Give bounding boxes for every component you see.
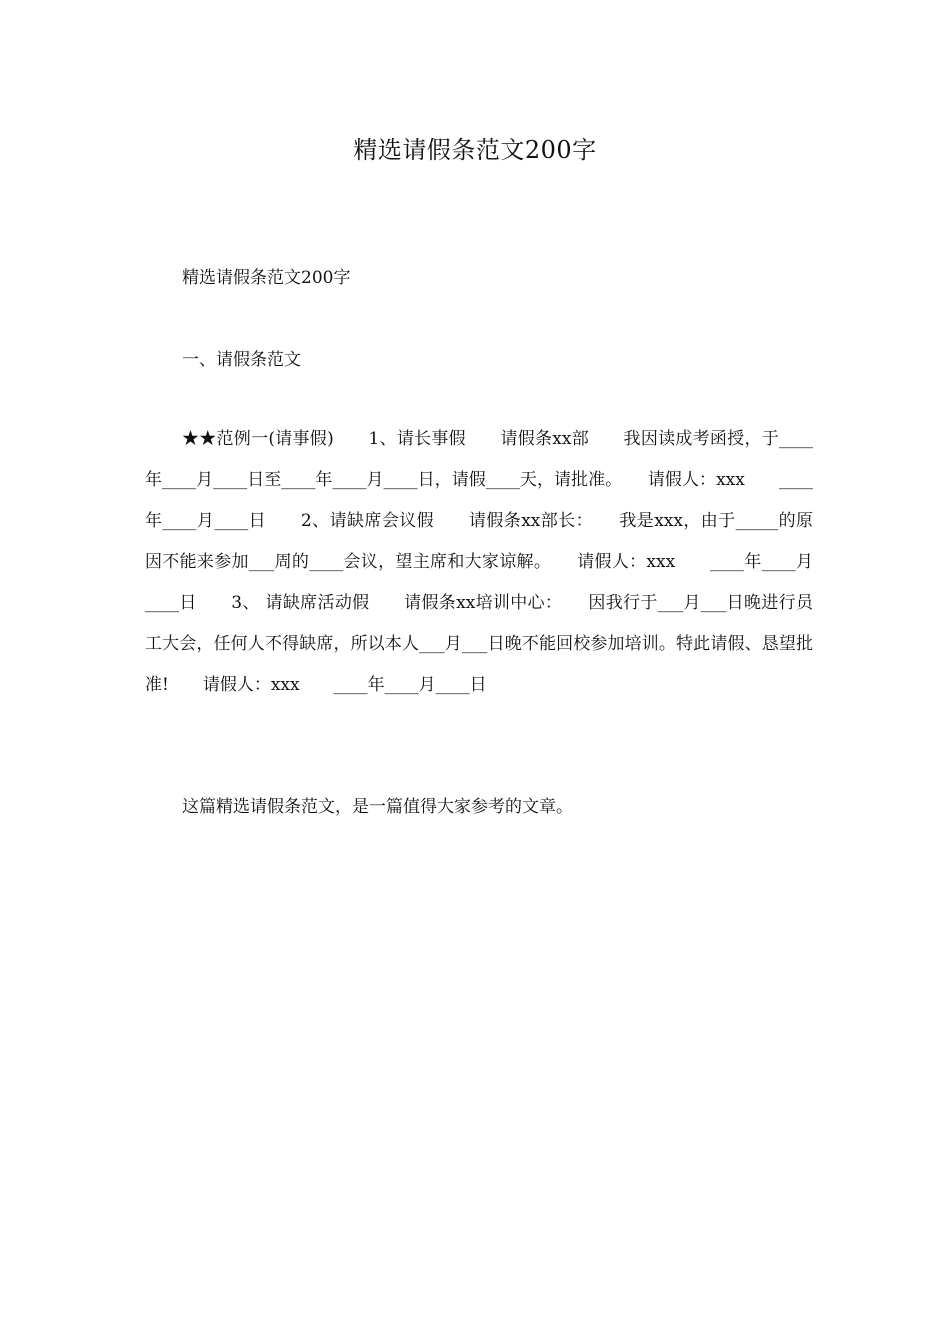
paragraph-heading: 精选请假条范文200字 [182, 268, 351, 288]
document-title: 精选请假条范文200字 [353, 136, 597, 164]
paragraph-section-title: 一、请假条范文 [182, 350, 301, 370]
paragraph-conclusion: 这篇精选请假条范文，是一篇值得大家参考的文章。 [182, 797, 573, 817]
paragraph-examples: ★★范例一(请事假) 1、请长事假 请假条xx部 我因读成考函授，于____年____月____日至____年____月____日，请假____天，请批准。 请假人：xxx ____年____月____日 2、请缺席会议假 请假条xx部长： 我是xxx，由于_____的原因不能来参加___周的____会议，望主席和大家谅解。 请假人：xxx ____年____月____日 3、 请缺席活动假 请假条xx培训中心： 因我行于___月___日晚进行员工大会，任何人不得缺席，所以本人___月___日晚不能回校参加培训。特此请假、恳望批准! 请假人：xxx ____年____月____日 [145, 429, 813, 695]
